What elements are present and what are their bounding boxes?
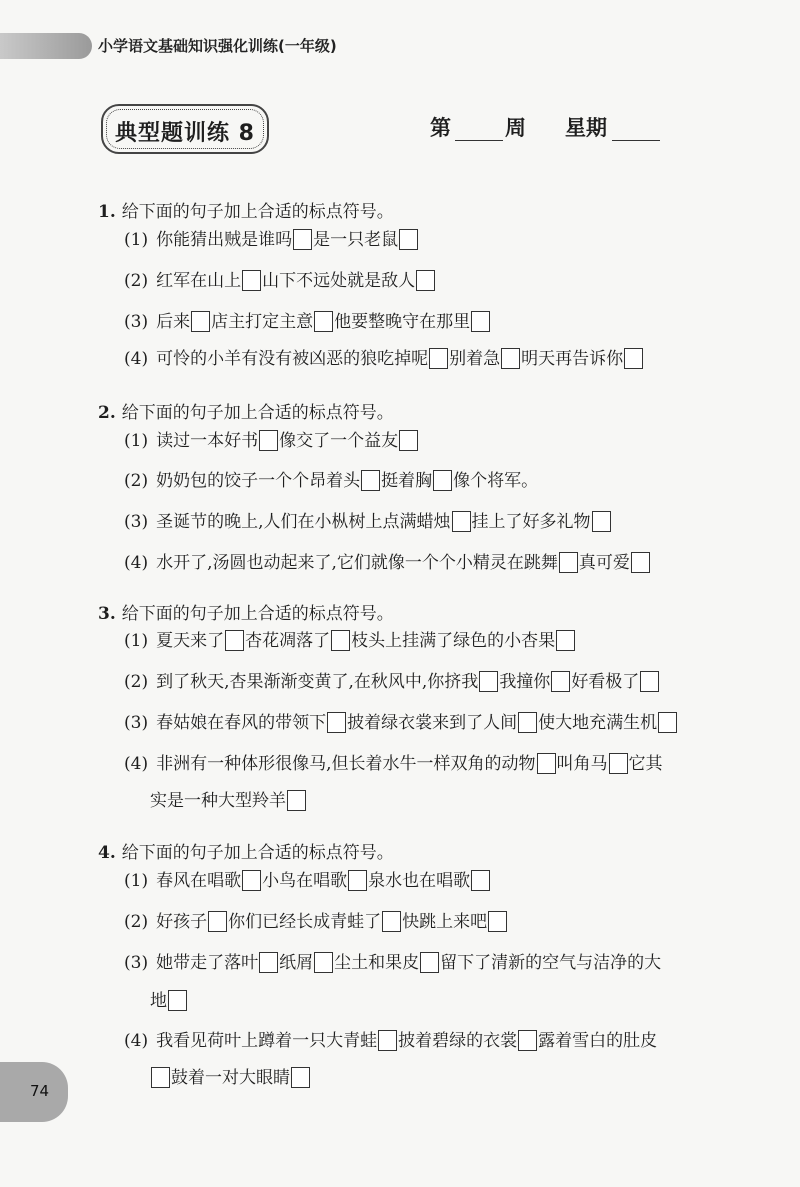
section-title-frame bbox=[101, 104, 269, 154]
sentence-fragment: 披着碧绿的衣裳 bbox=[398, 1031, 518, 1051]
punctuation-answer-box[interactable] bbox=[592, 511, 611, 532]
punctuation-answer-box[interactable] bbox=[314, 311, 333, 332]
sentence-fragment: 快跳上来吧 bbox=[402, 912, 488, 932]
exercise-item bbox=[124, 951, 661, 975]
sentence-fragment: 像交了一个益友 bbox=[279, 431, 399, 451]
sentence-fragment: 使大地充满生机 bbox=[538, 713, 658, 733]
exercise-item bbox=[124, 347, 644, 371]
item-label: (3) bbox=[124, 953, 149, 973]
punctuation-answer-box[interactable] bbox=[429, 348, 448, 369]
page-number: 74 bbox=[30, 1082, 50, 1100]
sentence-fragment: 到了秋天,杏果渐渐变黄了,在秋风中,你挤我 bbox=[156, 672, 479, 692]
sentence-fragment: 实是一种大型羚羊 bbox=[150, 791, 286, 811]
punctuation-answer-box[interactable] bbox=[378, 1030, 397, 1051]
exercise-item-continuation bbox=[150, 1066, 311, 1090]
sentence-fragment: 奶奶包的饺子一个个昂着头 bbox=[156, 471, 361, 491]
week-blank[interactable] bbox=[455, 140, 503, 141]
question-heading bbox=[98, 398, 394, 423]
exercise-item bbox=[124, 469, 538, 493]
sentence-fragment: 小鸟在唱歌 bbox=[262, 871, 348, 891]
punctuation-answer-box[interactable] bbox=[631, 552, 650, 573]
sentence-fragment: 挺着胸 bbox=[381, 471, 433, 491]
exercise-item-continuation bbox=[150, 789, 307, 813]
sentence-fragment: 夏天来了 bbox=[156, 631, 225, 651]
question-heading bbox=[98, 838, 394, 863]
sentence-fragment: 你能猜出贼是谁吗 bbox=[156, 230, 293, 250]
punctuation-answer-box[interactable] bbox=[208, 911, 227, 932]
sentence-fragment: 它其 bbox=[628, 754, 663, 774]
sentence-fragment: 非洲有一种体形很像马,但长着水牛一样双角的动物 bbox=[156, 754, 536, 774]
sentence-fragment: 山下不远处就是敌人 bbox=[262, 271, 416, 291]
sentence-fragment: 水开了,汤圆也动起来了,它们就像一个个小精灵在跳舞 bbox=[156, 553, 558, 573]
sentence-fragment: 读过一本好书 bbox=[156, 431, 259, 451]
sentence-fragment: 枝头上挂满了绿色的小杏果 bbox=[351, 631, 556, 651]
item-label: (1) bbox=[124, 431, 149, 451]
sentence-fragment: 杏花凋落了 bbox=[245, 631, 331, 651]
week-suffix: 周 bbox=[505, 115, 526, 140]
sentence-fragment: 红军在山上 bbox=[156, 271, 242, 291]
sentence-fragment: 地 bbox=[150, 991, 167, 1011]
item-label: (2) bbox=[124, 672, 149, 692]
punctuation-answer-box[interactable] bbox=[609, 753, 628, 774]
sentence-fragment: 好孩子 bbox=[156, 912, 208, 932]
question-number: 1. bbox=[98, 202, 116, 222]
item-label: (2) bbox=[124, 471, 149, 491]
punctuation-answer-box[interactable] bbox=[559, 552, 578, 573]
question-heading bbox=[98, 197, 394, 222]
sentence-fragment: 披着绿衣裳来到了人间 bbox=[347, 713, 518, 733]
sentence-fragment: 圣诞节的晚上,人们在小枞树上点满蜡烛 bbox=[156, 512, 451, 532]
sentence-fragment: 好看极了 bbox=[571, 672, 640, 692]
weekday-blank[interactable] bbox=[612, 140, 660, 141]
punctuation-answer-box[interactable] bbox=[287, 790, 306, 811]
punctuation-answer-box[interactable] bbox=[518, 1030, 537, 1051]
question-number: 2. bbox=[98, 403, 116, 423]
punctuation-answer-box[interactable] bbox=[259, 430, 278, 451]
sentence-fragment: 真可爱 bbox=[578, 553, 630, 573]
punctuation-answer-box[interactable] bbox=[168, 990, 187, 1011]
sentence-fragment: 挂上了好多礼物 bbox=[471, 512, 591, 532]
punctuation-answer-box[interactable] bbox=[551, 671, 570, 692]
item-label: (3) bbox=[124, 713, 149, 733]
punctuation-answer-box[interactable] bbox=[225, 630, 244, 651]
item-label: (4) bbox=[124, 553, 149, 573]
sentence-fragment: 你们已经长成青蛙了 bbox=[228, 912, 382, 932]
punctuation-answer-box[interactable] bbox=[151, 1067, 170, 1088]
exercise-item bbox=[124, 551, 651, 575]
question-heading bbox=[98, 599, 394, 624]
sentence-fragment: 他要整晚守在那里 bbox=[334, 312, 471, 332]
exercise-item bbox=[124, 429, 419, 453]
sentence-fragment: 鼓着一对大眼睛 bbox=[171, 1068, 290, 1088]
item-label: (1) bbox=[124, 230, 149, 250]
punctuation-answer-box[interactable] bbox=[416, 270, 435, 291]
punctuation-answer-box[interactable] bbox=[331, 630, 350, 651]
punctuation-answer-box[interactable] bbox=[471, 311, 490, 332]
punctuation-answer-box[interactable] bbox=[361, 470, 380, 491]
exercise-item bbox=[124, 269, 436, 293]
punctuation-answer-box[interactable] bbox=[452, 511, 471, 532]
punctuation-answer-box[interactable] bbox=[488, 911, 507, 932]
sentence-fragment: 店主打定主意 bbox=[211, 312, 314, 332]
exercise-item bbox=[124, 228, 419, 252]
sentence-fragment: 春风在唱歌 bbox=[156, 871, 242, 891]
punctuation-answer-box[interactable] bbox=[291, 1067, 310, 1088]
punctuation-answer-box[interactable] bbox=[382, 911, 401, 932]
punctuation-answer-box[interactable] bbox=[314, 952, 333, 973]
punctuation-answer-box[interactable] bbox=[259, 952, 278, 973]
punctuation-answer-box[interactable] bbox=[658, 712, 677, 733]
question-number: 4. bbox=[98, 843, 116, 863]
book-title: 小学语文基础知识强化训练(一年级) bbox=[98, 37, 337, 55]
item-label: (4) bbox=[124, 754, 149, 774]
item-label: (1) bbox=[124, 631, 149, 651]
punctuation-answer-box[interactable] bbox=[479, 671, 498, 692]
punctuation-answer-box[interactable] bbox=[293, 229, 312, 250]
punctuation-answer-box[interactable] bbox=[348, 870, 367, 891]
item-label: (2) bbox=[124, 912, 149, 932]
punctuation-answer-box[interactable] bbox=[327, 712, 346, 733]
sentence-fragment: 留下了清新的空气与洁净的大 bbox=[440, 953, 662, 973]
punctuation-answer-box[interactable] bbox=[471, 870, 490, 891]
sentence-fragment: 露着雪白的肚皮 bbox=[538, 1031, 658, 1051]
punctuation-answer-box[interactable] bbox=[433, 470, 452, 491]
sentence-fragment: 泉水也在唱歌 bbox=[368, 871, 471, 891]
sentence-fragment: 叫角马 bbox=[556, 754, 608, 774]
punctuation-answer-box[interactable] bbox=[191, 311, 210, 332]
punctuation-answer-box[interactable] bbox=[640, 671, 659, 692]
exercise-item bbox=[124, 711, 678, 735]
punctuation-answer-box[interactable] bbox=[399, 229, 418, 250]
sentence-fragment: 像个将军。 bbox=[453, 471, 539, 491]
item-label: (3) bbox=[124, 512, 149, 532]
sentence-fragment: 她带走了落叶 bbox=[156, 953, 259, 973]
punctuation-answer-box[interactable] bbox=[556, 630, 575, 651]
sentence-fragment: 纸屑 bbox=[279, 953, 314, 973]
exercise-item bbox=[124, 310, 491, 334]
weekday-label: 星期 bbox=[565, 115, 607, 140]
punctuation-answer-box[interactable] bbox=[242, 870, 261, 891]
exercise-item bbox=[124, 752, 663, 776]
sentence-fragment: 明天再告诉你 bbox=[521, 349, 624, 369]
question-prompt: 给下面的句子加上合适的标点符号。 bbox=[121, 202, 394, 222]
exercise-item bbox=[124, 670, 660, 694]
exercise-item bbox=[124, 869, 491, 893]
punctuation-answer-box[interactable] bbox=[399, 430, 418, 451]
question-number: 3. bbox=[98, 604, 116, 624]
sentence-fragment: 我撞你 bbox=[499, 672, 551, 692]
question-prompt: 给下面的句子加上合适的标点符号。 bbox=[121, 403, 394, 423]
item-label: (4) bbox=[124, 1031, 149, 1051]
punctuation-answer-box[interactable] bbox=[420, 952, 439, 973]
item-label: (4) bbox=[124, 349, 149, 369]
section-title: 典型题训练 8 bbox=[115, 121, 255, 146]
sentence-fragment: 我看见荷叶上蹲着一只大青蛙 bbox=[156, 1031, 378, 1051]
item-label: (3) bbox=[124, 312, 149, 332]
exercise-item-continuation bbox=[150, 989, 188, 1013]
sentence-fragment: 别着急 bbox=[449, 349, 501, 369]
header-band bbox=[0, 33, 92, 59]
question-prompt: 给下面的句子加上合适的标点符号。 bbox=[121, 604, 394, 624]
sentence-fragment: 可怜的小羊有没有被凶恶的狼吃掉呢 bbox=[156, 349, 429, 369]
sentence-fragment: 是一只老鼠 bbox=[313, 230, 399, 250]
sentence-fragment: 春姑娘在春风的带领下 bbox=[156, 713, 327, 733]
sentence-fragment: 后来 bbox=[156, 312, 191, 332]
exercise-item bbox=[124, 510, 612, 534]
question-prompt: 给下面的句子加上合适的标点符号。 bbox=[121, 843, 394, 863]
punctuation-answer-box[interactable] bbox=[537, 753, 556, 774]
sentence-fragment: 尘土和果皮 bbox=[334, 953, 420, 973]
punctuation-answer-box[interactable] bbox=[501, 348, 520, 369]
item-label: (1) bbox=[124, 871, 149, 891]
exercise-item bbox=[124, 629, 576, 653]
punctuation-answer-box[interactable] bbox=[242, 270, 261, 291]
exercise-item bbox=[124, 910, 508, 934]
week-prefix: 第 bbox=[430, 115, 451, 140]
punctuation-answer-box[interactable] bbox=[518, 712, 537, 733]
exercise-item bbox=[124, 1029, 657, 1053]
item-label: (2) bbox=[124, 271, 149, 291]
punctuation-answer-box[interactable] bbox=[624, 348, 643, 369]
